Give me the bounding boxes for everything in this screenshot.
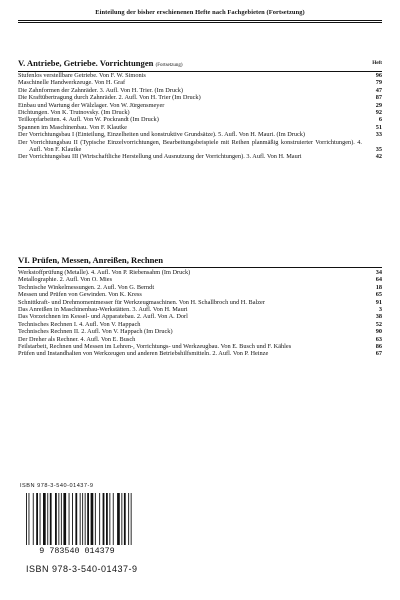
heft-column-label: Heft xyxy=(372,60,382,66)
section-vi-heading xyxy=(18,255,382,267)
list-item xyxy=(18,276,382,283)
entry-heft-number: 86 xyxy=(375,343,382,351)
entry-heft-number: 33 xyxy=(375,131,382,139)
list-item xyxy=(18,153,382,160)
entry-heft-number: 34 xyxy=(375,269,382,276)
entry-title: Maschinelle Handwerkzeuge. Von H. Graf xyxy=(18,79,126,87)
entry-heft-number: 6 xyxy=(378,116,382,124)
isbn-small: ISBN 978-3-540-01437-9 xyxy=(20,483,94,489)
header-rule xyxy=(18,20,382,21)
entry-title: Schnittkraft- und Drehmomentmesser für Werkzeugmaschinen. Von H. Schallbroch und H. Balzer xyxy=(18,298,265,306)
entry-heft-number: 79 xyxy=(375,79,382,87)
entry-title: Technisches Rechnen II. 2. Aufl. Von V. Happach (Im Druck) xyxy=(18,328,173,336)
entry-heft-number: 64 xyxy=(375,276,382,284)
section-v-entries xyxy=(18,72,382,161)
section-v-title-text: V. Antriebe, Getriebe. Vorrichtungen xyxy=(18,58,154,68)
entry-title: Messen und Prüfen von Gewinden. Von K. Kress xyxy=(18,291,142,299)
entry-title: Der Dreher als Rechner. 4. Aufl. Von E. Busch xyxy=(18,335,136,343)
entry-heft-number: 52 xyxy=(375,320,382,328)
list-item xyxy=(18,269,382,276)
entry-heft-number: 63 xyxy=(375,335,382,343)
list-item xyxy=(18,291,382,298)
list-item xyxy=(18,336,382,343)
entry-title: Die Zahnformen der Zahnräder. 3. Aufl. Von H. Trier. (Im Druck) xyxy=(18,86,184,94)
list-item xyxy=(18,124,382,131)
barcode-digits: 9 783540 014379 xyxy=(39,546,115,555)
entry-title: Das Vorzeichnen im Kessel- und Apparatebau. 2. Aufl. Von A. Dorl xyxy=(18,313,188,321)
list-item xyxy=(18,313,382,320)
barcode xyxy=(20,493,134,555)
entry-title: Der Vorrichtungsbau III (Wirtschaftliche Herstellung und Ausnutzung der Vorrichtungen). 3. Aufl. Von H. Mauri xyxy=(18,153,302,161)
entry-title: Feilstarbeit, Rechnen und Messen im Lehren-, Vorrichtungs- und Werkzeugbau. Von E. Busch und F. Kähles xyxy=(18,343,292,351)
section-v-subtitle: (Fortsetzung) xyxy=(155,63,183,68)
entry-heft-number: 38 xyxy=(375,313,382,321)
isbn-large: ISBN 978-3-540-01437-9 xyxy=(26,564,138,574)
entry-title: Der Vorrichtungsbau II (Typische Einzelvorrichtungen, Bearbeitungsbeispiele mit Reihen planmäßig konstruierter Vorrichtungen). 4. Aufl. Von F. Klautke xyxy=(18,138,362,154)
entry-title: Werkstoffprüfung (Metalle). 4. Aufl. Von P. Riebensahm (Im Druck) xyxy=(18,269,191,276)
entry-heft-number: 35 xyxy=(375,146,382,154)
entry-heft-number: 3 xyxy=(378,306,382,314)
entry-title: Metallographie. 2. Aufl. Von O. Mies xyxy=(18,276,113,284)
entry-title: Das Anreißen in Maschinenbau-Werkstätten. 3. Aufl. Von H. Mauri xyxy=(18,306,188,314)
list-item xyxy=(18,131,382,138)
list-item xyxy=(18,79,382,86)
entry-heft-number: 91 xyxy=(375,298,382,306)
list-item xyxy=(18,116,382,123)
entry-heft-number: 67 xyxy=(375,350,382,358)
entry-title: Der Vorrichtungsbau I (Einteilung, Einzelheiten und konstruktive Grundsätze). 5. Aufl. Von H. Mauri. (Im Druck) xyxy=(18,131,306,139)
entry-heft-number: 92 xyxy=(375,109,382,117)
list-item xyxy=(18,87,382,94)
entry-heft-number: 51 xyxy=(375,123,382,131)
entry-title: Prüfen und Instandhalten von Werkzeugen und anderen Betriebshilfsmitteln. 2. Aufl. Von P. Heinze xyxy=(18,350,269,358)
entry-heft-number: 87 xyxy=(375,94,382,102)
section-v-title xyxy=(18,58,183,68)
list-item xyxy=(18,343,382,350)
entry-title: Teilkopfarbeiten. 4. Aufl. Von W. Pockrandt (Im Druck) xyxy=(18,116,159,124)
entry-title: Dichtungen. Von K. Trutnovsky. (Im Druck) xyxy=(18,109,130,117)
list-item xyxy=(18,102,382,109)
list-item xyxy=(18,306,382,313)
entry-heft-number: 29 xyxy=(375,101,382,109)
list-item xyxy=(18,299,382,306)
list-item xyxy=(18,94,382,101)
entry-title: Einbau und Wartung der Wälzlager. Von W. Jürgensmeyer xyxy=(18,101,165,109)
page-header: Einteilung der bisher erschienenen Hefte nach Fachgebieten (Fortsetzung) xyxy=(95,9,305,16)
entry-heft-number: 65 xyxy=(375,291,382,299)
section-vi-rule xyxy=(18,267,382,268)
section-vi-entries xyxy=(18,269,382,358)
entry-title: Die Kraftübertragung durch Zahnräder. 2. Aufl. Von H. Trier (Im Druck) xyxy=(18,94,201,102)
section-vi-title: VI. Prüfen, Messen, Anreißen, Rechnen xyxy=(18,255,163,265)
list-item xyxy=(18,284,382,291)
list-item xyxy=(18,139,382,154)
list-item xyxy=(18,350,382,357)
entry-title: Spannen im Maschinenbau. Von F. Klautke xyxy=(18,123,127,131)
entry-title: Technisches Rechnen I. 4. Aufl. Von V. Happach xyxy=(18,320,141,328)
list-item xyxy=(18,328,382,335)
entry-heft-number: 47 xyxy=(375,86,382,94)
section-v-heading xyxy=(18,58,382,70)
list-item xyxy=(18,109,382,116)
list-item xyxy=(18,321,382,328)
header-rule-lower xyxy=(18,22,382,23)
entry-heft-number: 90 xyxy=(375,328,382,336)
entry-heft-number: 96 xyxy=(375,72,382,79)
barcode-image xyxy=(20,493,134,555)
entry-heft-number: 42 xyxy=(375,153,382,161)
entry-title: Stufenlos verstellbare Getriebe. Von F. W. Simonis xyxy=(18,72,146,79)
entry-heft-number: 18 xyxy=(375,283,382,291)
list-item xyxy=(18,72,382,79)
entry-title: Technische Winkelmessungen. 2. Aufl. Von G. Berndt xyxy=(18,283,155,291)
